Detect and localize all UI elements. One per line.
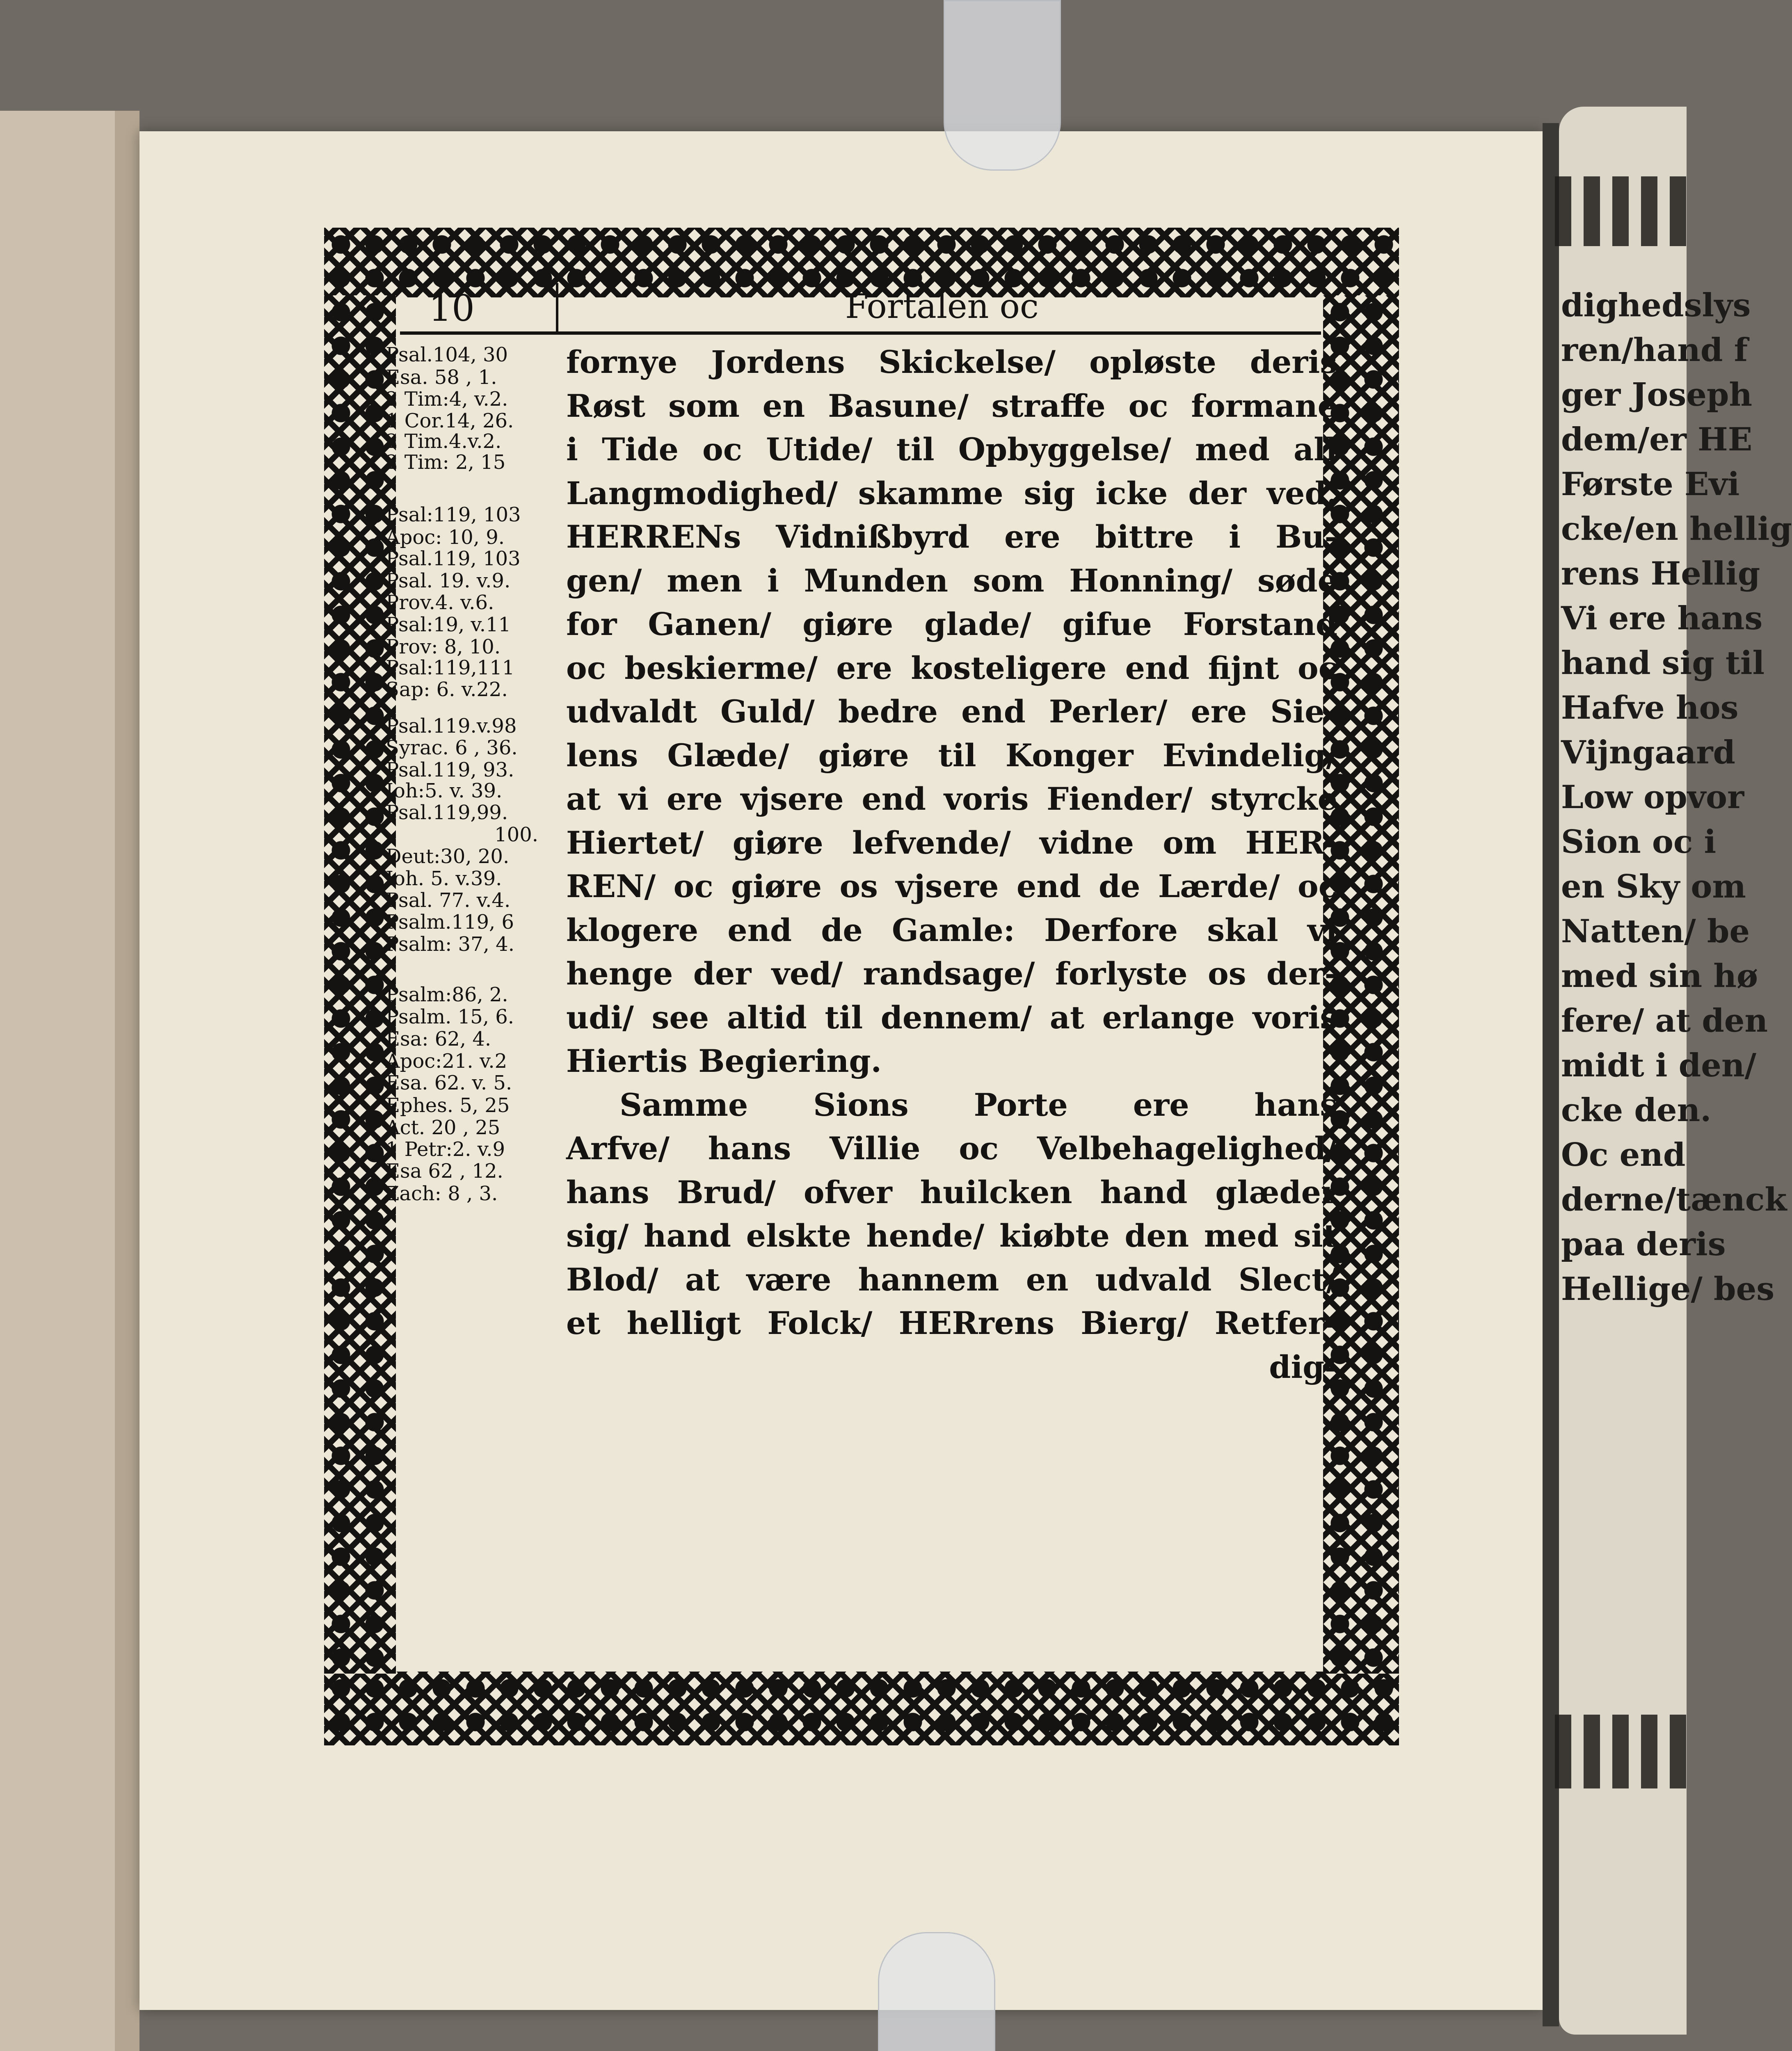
text-line: for Ganen/ giøre glade/ gifue Forstand: [566, 606, 1337, 642]
facing-page-line: cke/en hellig: [1561, 510, 1792, 548]
margin-note: Ephes. 5, 25: [386, 1094, 510, 1117]
margin-note: Psal.119, 103: [386, 547, 521, 570]
text-line: gen/ men i Munden som Honning/ søde: [566, 562, 1337, 599]
page-holder-clip-top: [944, 0, 1061, 171]
text-line: fornye Jordens Skickelse/ opløste deris: [566, 344, 1337, 380]
margin-note: Psal.119,99.: [386, 801, 508, 824]
facing-page-line: fere/ at den: [1561, 1002, 1768, 1039]
text-line: udvaldt Guld/ bedre end Perler/ ere Sie-: [566, 693, 1337, 730]
facing-page-line: Vijngaard: [1561, 734, 1735, 771]
margin-note: Esa. 58 , 1.: [386, 366, 497, 389]
facing-page-line: dighedslys: [1561, 287, 1751, 324]
page-holder-clip-bottom: [878, 1932, 995, 2051]
margin-note: Deut:30, 20.: [386, 845, 510, 868]
text-line: Røst som en Basune/ straffe oc formane: [566, 387, 1337, 424]
text-line: et helligt Folck/ HERrens Bierg/ Retfer-: [566, 1305, 1337, 1341]
text-line: REN/ oc giøre os vjsere end de Lærde/ oc: [566, 868, 1337, 904]
facing-page-line: derne/tænck: [1561, 1181, 1787, 1218]
margin-note: Zach: 8 , 3.: [386, 1182, 498, 1205]
text-line: Hiertis Begiering.: [566, 1043, 882, 1079]
page-number: 10: [429, 287, 475, 329]
margin-note: Psal.104, 30: [386, 343, 508, 366]
text-line: Samme Sions Porte ere hans: [619, 1086, 1337, 1123]
facing-page-line: Natten/ be: [1561, 913, 1750, 950]
header-separator: [556, 283, 558, 332]
facing-page-line: Første Evi: [1561, 466, 1740, 503]
margin-note: Psalm:86, 2.: [386, 983, 508, 1006]
margin-note: Apoc: 10, 9.: [386, 526, 505, 549]
text-line: henge der ved/ randsage/ forlyste os der-: [566, 955, 1337, 992]
margin-note: Psal. 19. v.9.: [386, 569, 511, 592]
text-line: Blod/ at være hannem en udvald Slect/: [566, 1261, 1337, 1298]
text-line: oc beskierme/ ere kosteligere end fijnt oc: [566, 649, 1337, 686]
ornamental-border-bottom: [324, 1672, 1399, 1745]
facing-page-line: Vi ere hans: [1561, 600, 1763, 637]
text-line: klogere end de Gamle: Derfore skal vi: [566, 911, 1337, 948]
margin-note: Ioh:5. v. 39.: [386, 779, 503, 802]
margin-note: Ioh. 5. v.39.: [386, 867, 502, 890]
margin-note: Psal:119, 103: [386, 503, 521, 526]
running-head: Fortalen oc: [845, 287, 1039, 326]
facing-page-line: rens Hellig: [1561, 555, 1760, 592]
facing-page-line: dem/er HE: [1561, 421, 1753, 458]
facing-page-line: Sion oc i: [1561, 823, 1717, 861]
text-line: sig/ hand elskte hende/ kiøbte den med sit: [566, 1217, 1337, 1254]
facing-page-text: [1561, 283, 1792, 1311]
facing-page-line: Oc end: [1561, 1136, 1686, 1174]
book-cover-left: [0, 111, 139, 2051]
facing-page-line: Hafve hos: [1561, 689, 1739, 726]
margin-note: Psal.119.v.98: [386, 715, 517, 738]
margin-note: Apoc:21. v.2: [386, 1050, 507, 1073]
margin-note: Esa 62 , 12.: [386, 1160, 503, 1183]
margin-note: Syrac. 6 , 36.: [386, 736, 518, 759]
facing-page-border-bottom: [1555, 1715, 1687, 1788]
text-line: HERRENs Vidnißbyrd ere bittre i Bu-: [566, 518, 1337, 555]
margin-note: Psal.119, 93.: [386, 758, 514, 781]
text-line: at vi ere vjsere end voris Fiender/ styrcke: [566, 781, 1337, 817]
text-line: lens Glæde/ giøre til Konger Evindelig/: [566, 737, 1337, 774]
margin-note: 100.: [494, 823, 538, 846]
margin-note: 2 Tim: 2, 15: [386, 451, 506, 474]
facing-page-line: ren/hand f: [1561, 331, 1748, 369]
margin-note: Psal. 77. v.4.: [386, 889, 511, 912]
margin-note: Sap: 6. v.22.: [386, 678, 508, 701]
text-line: Hiertet/ giøre lefvende/ vidne om HER-: [566, 824, 1337, 861]
facing-page-line: midt i den/: [1561, 1047, 1757, 1084]
margin-note: 1 Cor.14, 26.: [386, 409, 514, 432]
facing-page-line: en Sky om: [1561, 868, 1746, 905]
facing-page-line: ger Joseph: [1561, 376, 1753, 413]
text-line: hans Brud/ ofver huilcken hand glæder: [566, 1174, 1337, 1211]
text-line: udi/ see altid til dennem/ at erlange voris: [566, 999, 1337, 1036]
margin-note: Psalm: 37, 4.: [386, 933, 514, 956]
facing-page-line: hand sig til: [1561, 644, 1765, 682]
margin-notes-column: [369, 343, 550, 1676]
margin-note: 2 Tim.4.v.2.: [386, 430, 502, 453]
facing-page-line: Hellige/ bes: [1561, 1270, 1775, 1308]
facing-page-line: paa deris: [1561, 1226, 1726, 1263]
facing-page-line: cke den.: [1561, 1092, 1712, 1129]
facing-page-line: Low opvor: [1561, 779, 1744, 816]
margin-note: 1 Petr:2. v.9: [386, 1138, 505, 1161]
text-line: i Tide oc Utide/ til Opbyggelse/ med all: [566, 431, 1337, 468]
text-line: Arfve/ hans Villie oc Velbehagelighed/: [566, 1130, 1337, 1167]
margin-note: 2 Tim:4, v.2.: [386, 388, 508, 411]
margin-note: Psalm. 15, 6.: [386, 1005, 514, 1028]
margin-note: Act. 20 , 25: [386, 1116, 501, 1139]
margin-note: Psal:119,111: [386, 656, 515, 679]
margin-note: Psal:19, v.11: [386, 613, 511, 636]
margin-note: Prov: 8, 10.: [386, 635, 501, 658]
margin-note: Prov.4. v.6.: [386, 591, 494, 614]
header-rule: [400, 331, 1321, 335]
margin-note: Psalm.119, 6: [386, 911, 514, 934]
facing-page-line: med sin hø: [1561, 957, 1758, 995]
facing-page-border-top: [1555, 176, 1687, 246]
text-line: Langmodighed/ skamme sig icke der ved.: [566, 475, 1337, 512]
margin-note: Esa. 62. v. 5.: [386, 1071, 512, 1094]
text-line: dig-: [1269, 1348, 1337, 1385]
margin-note: Esa: 62, 4.: [386, 1028, 491, 1051]
